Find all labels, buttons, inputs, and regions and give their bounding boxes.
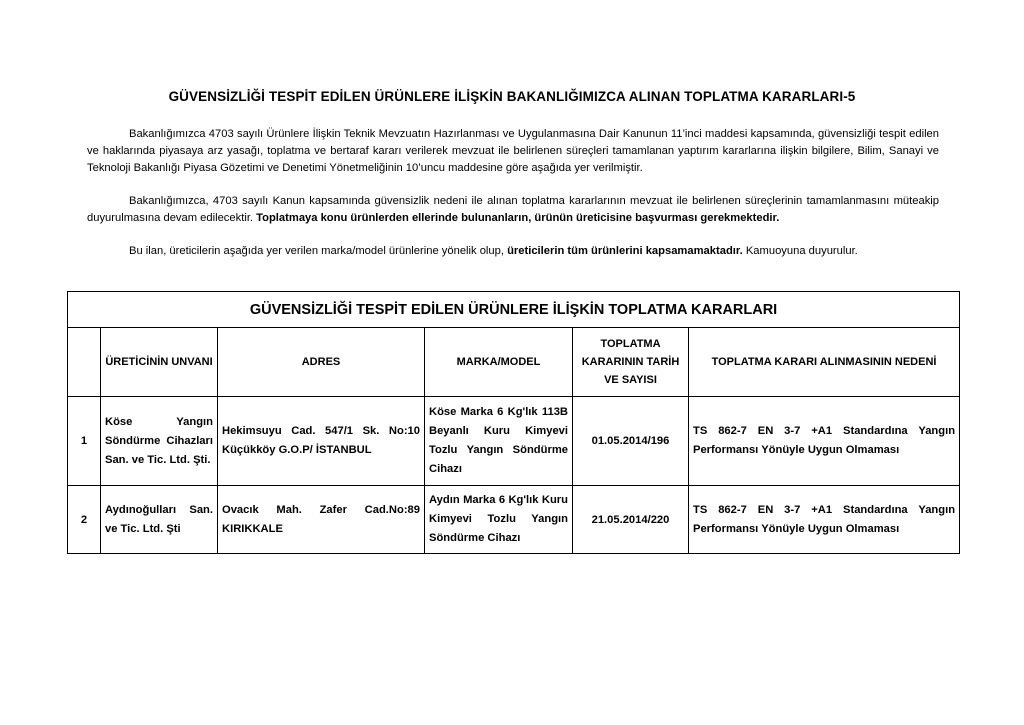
scope-paragraph	[87, 243, 939, 260]
announcement-bold-text: Toplatmaya konu ürünlerden ellerinde bulunanların, ürünün üreticisine başvurması gerekmektedir.	[256, 212, 780, 224]
row-address: Hekimsuyu Cad. 547/1 Sk. No:10 Küçükköy G.O.P/ İSTANBUL	[218, 397, 425, 486]
row-number: 1	[68, 397, 101, 486]
row-address: Ovacık Mah. Zafer Cad.No:89 KIRIKKALE	[218, 486, 425, 554]
intro-paragraph-text: Bakanlığımızca 4703 sayılı Ürünlere İlişkin Teknik Mevzuatın Hazırlanması ve Uygulanmasına Dair Kanunun 11’inci maddesi kapsamında, güvensizliği tespit edilen ve haklarında piyasaya arz yasağı, toplatma ve bertaraf kararı verilerek mevzuat ile belirlenen süreçleri tamamlanan yaptırım kararlarına ilişkin bilgilere, Bilim, Sanayi ve Teknoloji Bakanlığı Piyasa Gözetimi ve Denetimi Yönetmeliğinin 10’uncu maddesine göre aşağıda yer verilmiştir.	[87, 128, 939, 174]
header-reason: TOPLATMA KARARI ALINMASININ NEDENİ	[689, 328, 960, 397]
table-row	[68, 397, 960, 486]
header-brand: MARKA/MODEL	[425, 328, 573, 397]
row-producer: Aydınoğulları San. ve Tic. Ltd. Şti	[101, 486, 218, 554]
row-reason: TS 862-7 EN 3-7 +A1 Standardına Yangın Performansı Yönüyle Uygun Olmaması	[689, 486, 960, 554]
intro-paragraph	[87, 126, 939, 177]
row-decision: 21.05.2014/220	[573, 486, 689, 554]
row-producer: Köse Yangın Söndürme Cihazları San. ve Tic. Ltd. Şti.	[101, 397, 218, 486]
header-producer: ÜRETİCİNİN UNVANI	[101, 328, 218, 397]
row-brand: Köse Marka 6 Kg'lık 113B Beyanlı Kuru Kimyevi Tozlu Yangın Söndürme Cihazı	[425, 397, 573, 486]
header-address: ADRES	[218, 328, 425, 397]
header-no	[68, 328, 101, 397]
table-header-row	[68, 328, 960, 397]
scope-end-text: Kamuoyuna duyurulur.	[742, 245, 858, 257]
row-decision: 01.05.2014/196	[573, 397, 689, 486]
row-brand: Aydın Marka 6 Kg'lık Kuru Kimyevi Tozlu Yangın Söndürme Cihazı	[425, 486, 573, 554]
table-caption: GÜVENSİZLİĞİ TESPİT EDİLEN ÜRÜNLERE İLİŞKİN TOPLATMA KARARLARI	[68, 292, 960, 328]
header-decision: TOPLATMA KARARININ TARİH VE SAYISI	[573, 328, 689, 397]
announcement-text: Bakanlığımızca, 4703 sayılı Kanun kapsamında güvensizlik nedeni ile alınan toplatma kararlarının mevzuat ile belirlenen süreçlerinin tamamlanmasını müteakip duyurulmasına devam edilecektir.	[87, 195, 939, 224]
row-reason: TS 862-7 EN 3-7 +A1 Standardına Yangın Performansı Yönüyle Uygun Olmaması	[689, 397, 960, 486]
table-row	[68, 486, 960, 554]
scope-bold-text: üreticilerin tüm ürünlerini kapsamamaktadır.	[507, 245, 743, 257]
row-number: 2	[68, 486, 101, 554]
recall-table	[67, 291, 960, 554]
document-title: GÜVENSİZLİĞİ TESPİT EDİLEN ÜRÜNLERE İLİŞKİN BAKANLIĞIMIZCA ALINAN TOPLATMA KARARLARI-5	[168, 89, 856, 104]
scope-text: Bu ilan, üreticilerin aşağıda yer verilen marka/model ürünlerine yönelik olup,	[129, 245, 508, 257]
announcement-paragraph	[87, 193, 939, 227]
